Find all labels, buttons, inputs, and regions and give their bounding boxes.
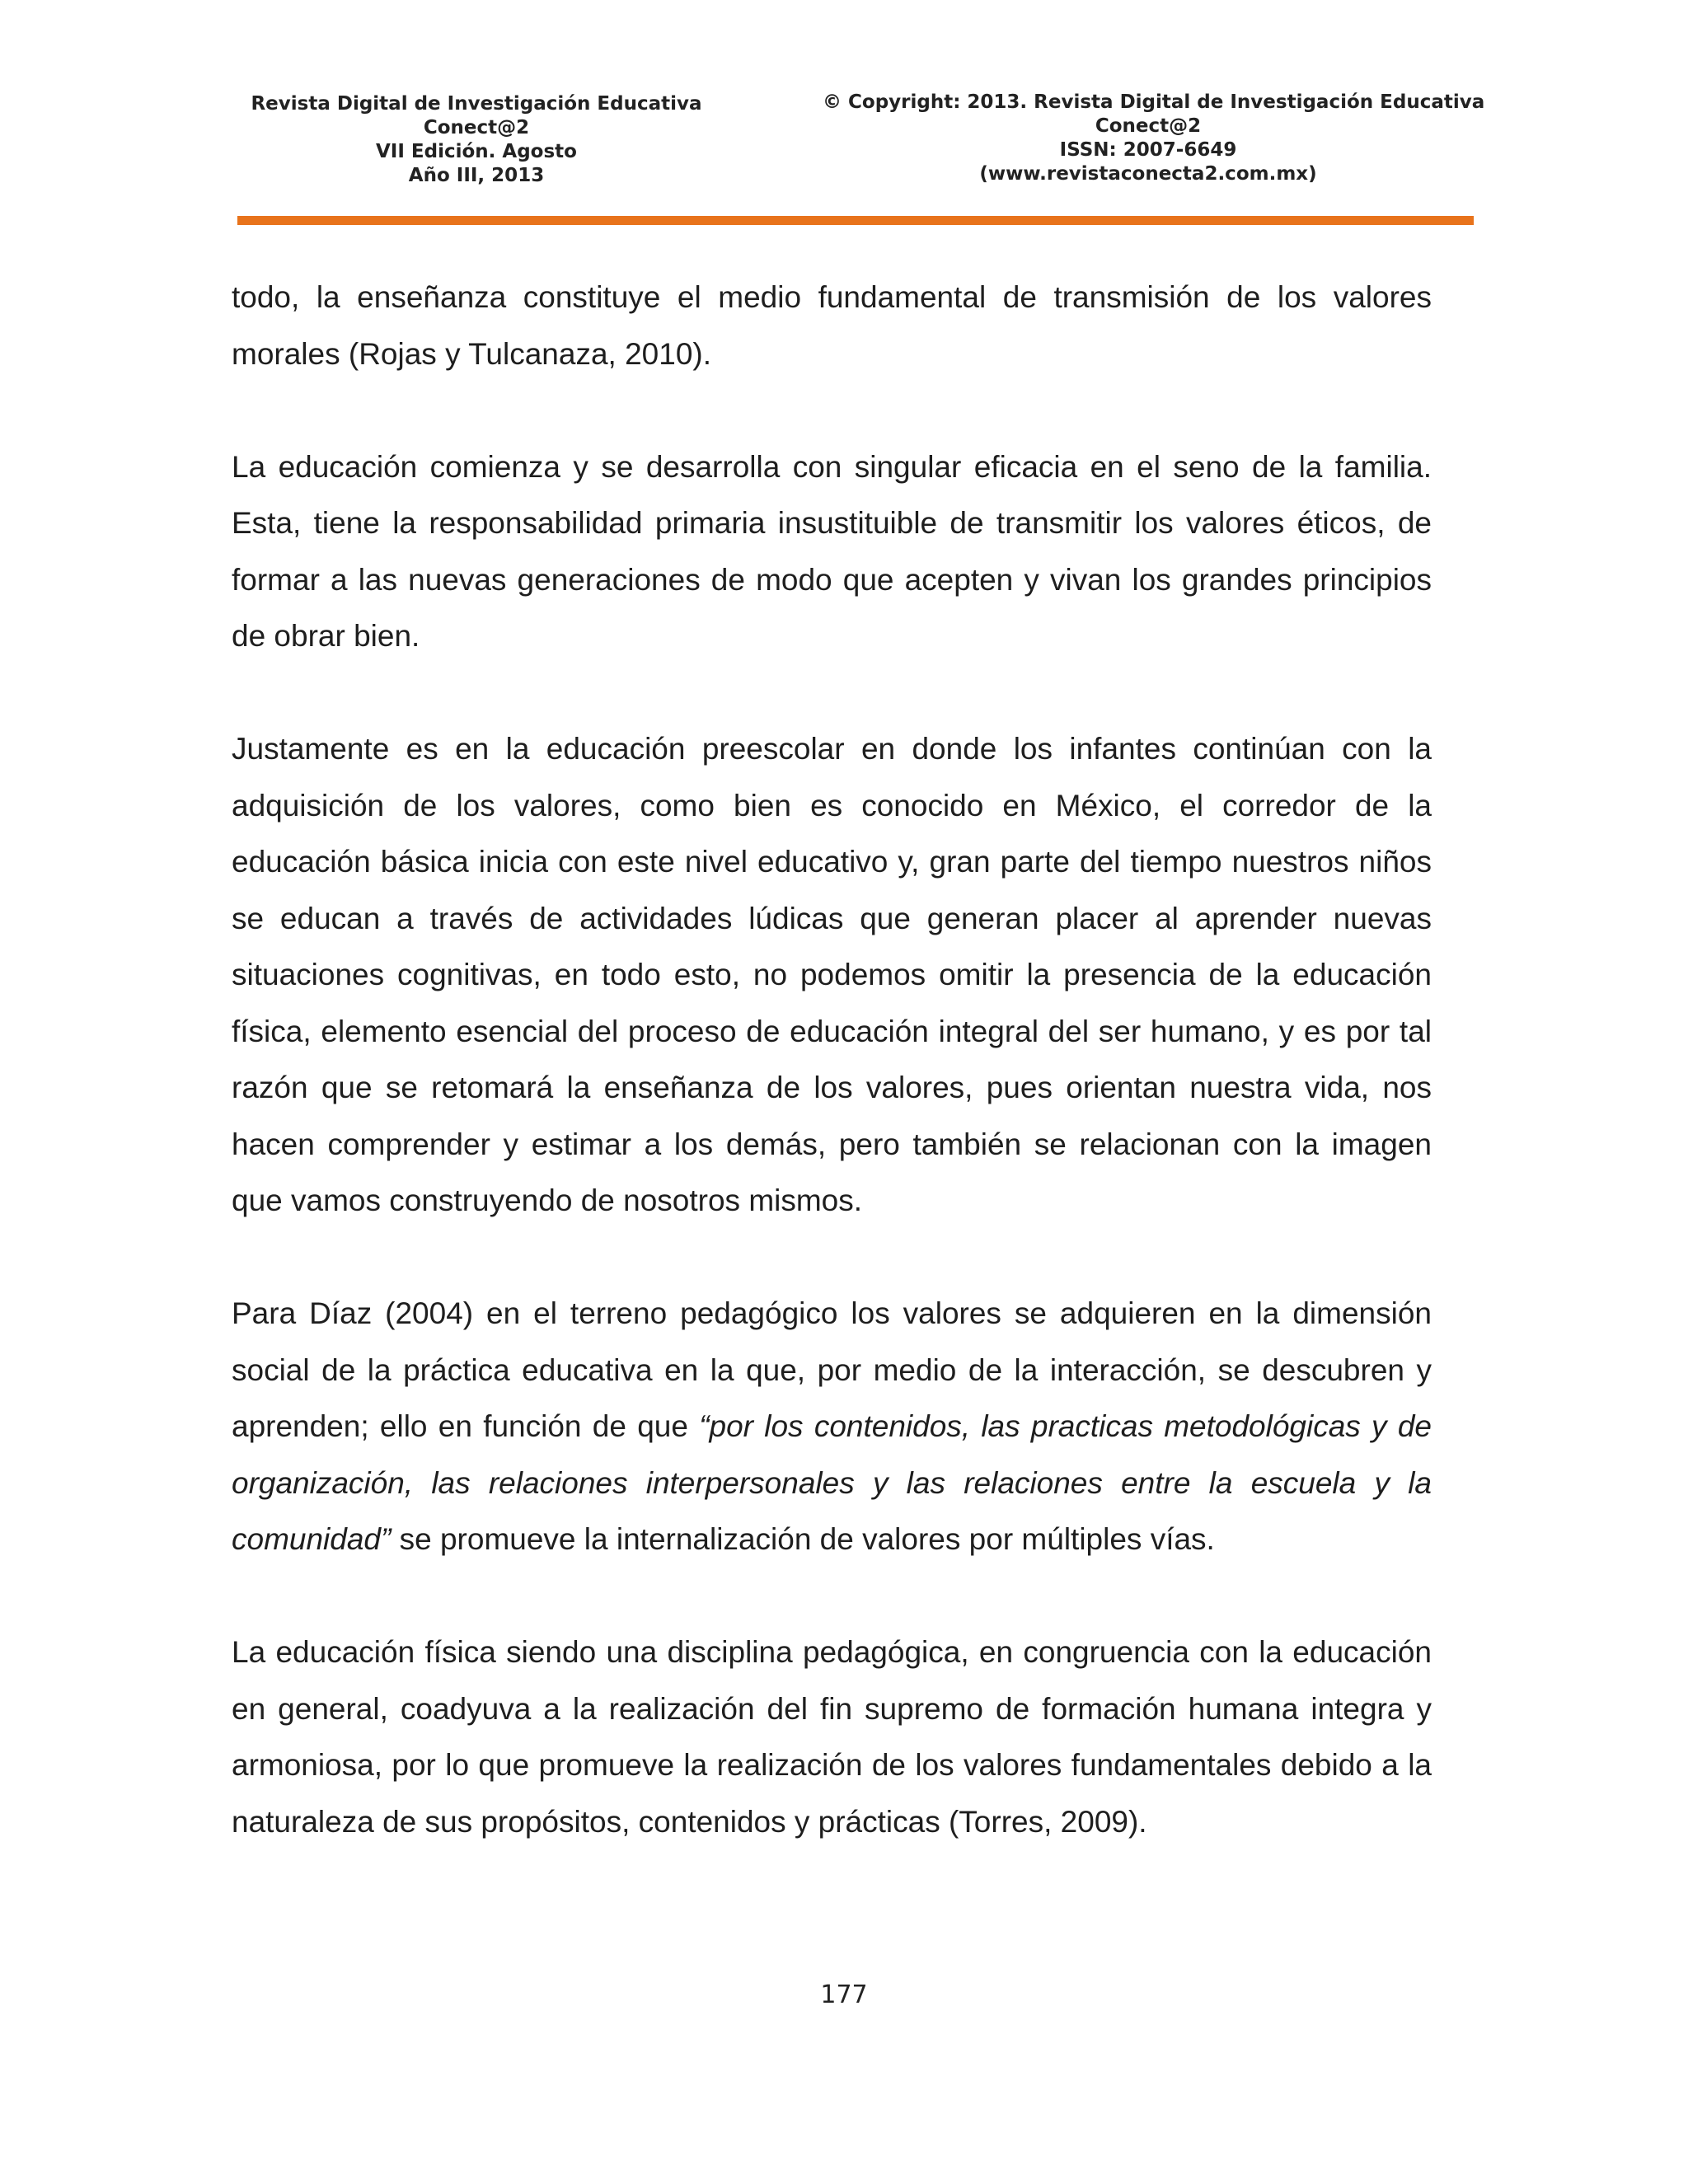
- header-divider: [237, 216, 1474, 225]
- edition: VII Edición. Agosto: [376, 141, 577, 162]
- journal-name: Conect@2: [423, 117, 530, 138]
- copyright-journal-name: Conect@2: [1095, 115, 1202, 137]
- paragraph-4-intro: Para Díaz (2004) en el terreno pedagógico los valores se adquieren en la dimensión social de la práctica educativa en la que, por medio de la interacción, se descubren y aprenden; ello en función de que: [232, 1296, 1432, 1443]
- page-number: 177: [820, 1980, 868, 2009]
- paragraph-4-outro: se promueve la internalización de valores por múltiples vías.: [391, 1522, 1215, 1556]
- journal-title: Revista Digital de Investigación Educativa: [251, 93, 702, 115]
- paragraph-3: Justamente es en la educación preescolar en donde los infantes continúan con la adquisición de los valores, como bien es conocido en México, el corredor de la educación básica inicia con este nivel educativo y, gran parte del tiempo nuestros niños se educan a través de actividades lúdicas que generan placer al aprender nuevas situaciones cognitivas, en todo esto, no podemos omitir la presencia de la educación física, elemento esencial del proceso de educación integral del ser humano, y es por tal razón que se retomará la enseñanza de los valores, pues orientan nuestra vida, nos hacen comprender y estimar a los demás, pero también se relacionan con la imagen que vamos construyendo de nosotros mismos.: [232, 732, 1432, 1217]
- paragraph-5: La educación física siendo una disciplina pedagógica, en congruencia con la educación en general, coadyuva a la realización del fin supremo de formación humana integra y armoniosa, por lo que promueve la realización de los valores fundamentales debido a la naturaleza de sus propósitos, contenidos y prácticas (Torres, 2009).: [232, 1635, 1432, 1839]
- article-body: [232, 269, 1432, 1850]
- paragraph-2: La educación comienza y se desarrolla con singular eficacia en el seno de la familia. Esta, tiene la responsabilidad primaria insustituible de transmitir los valores éticos, de formar a las nuevas generaciones de modo que acepten y vivan los grandes principios de obrar bien.: [232, 449, 1432, 653]
- copyright-info: [823, 91, 1485, 186]
- website: (www.revistaconecta2.com.mx): [979, 163, 1317, 185]
- copyright-line: © Copyright: 2013. Revista Digital de Investigación Educativa: [823, 91, 1485, 113]
- year: Año III, 2013: [408, 165, 545, 186]
- paragraph-4-quote: “por los contenidos, las practicas metodológicas y de organización, las relaciones interpersonales y las relaciones entre la escuela y la comunidad”: [232, 1409, 1432, 1556]
- paragraph-4: [232, 1286, 1432, 1568]
- journal-info: [237, 92, 715, 188]
- issn: ISSN: 2007-6649: [1059, 139, 1237, 161]
- page-header: [237, 91, 1485, 216]
- paragraph-1: todo, la enseñanza constituye el medio fundamental de transmisión de los valores morales (Rojas y Tulcanaza, 2010).: [232, 280, 1432, 371]
